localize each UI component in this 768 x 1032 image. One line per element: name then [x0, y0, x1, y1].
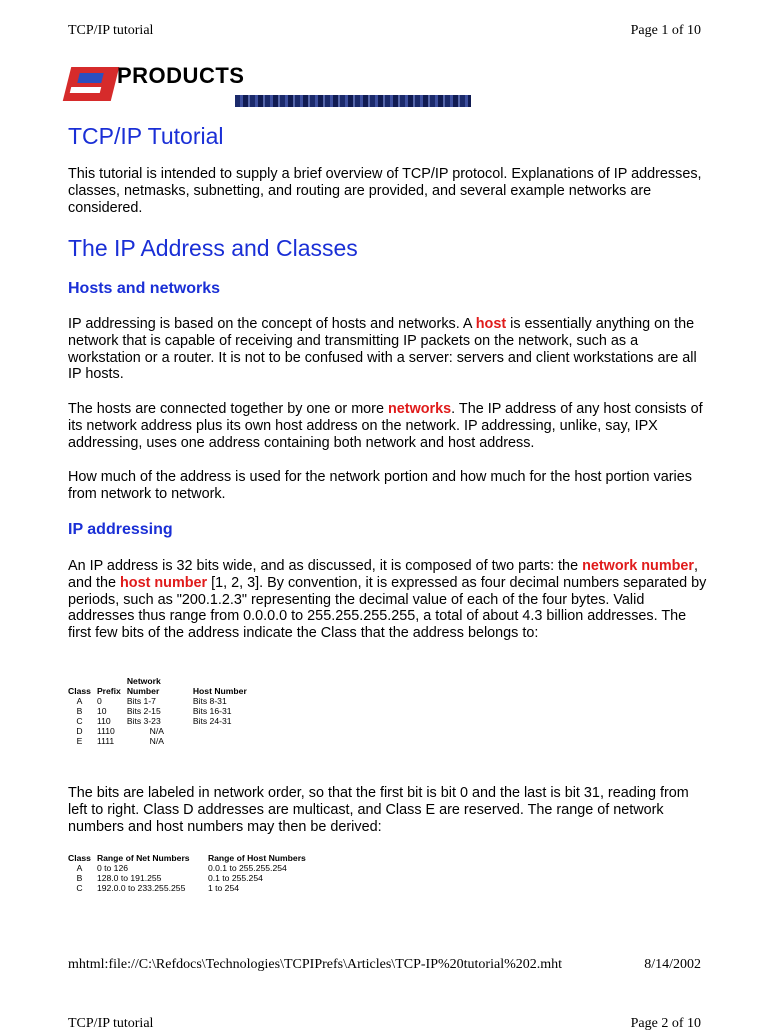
table-cell: Bits 24-31: [192, 716, 232, 726]
paragraph-text: is essentially anything on the network that is capable of receiving and transmitting IP packets on the network, such as a workstation or a router. It is not to be confused with a server: servers and client workstations are all IP hosts.: [68, 316, 697, 383]
page-header-number: Page 1 of 10: [630, 23, 701, 38]
table-cell: N/A: [149, 736, 164, 746]
paragraph-text: , and the: [68, 558, 699, 591]
paragraph-text: An IP address is 32 bits wide, and as discussed, it is composed of two parts: the: [68, 558, 583, 574]
table-cell: E: [76, 736, 83, 746]
table-row: [66, 863, 310, 873]
paragraph-text: [1, 2, 3]. By convention, it is expressed as four decimal numbers separated by periods, such as "200.1.2.3" representing the decimal value of each of the four bytes. Valid addresses thus range from 0.0.0.0 to 255.255.255.255, a total of about 4.3 billion addresses. The first few bits of the address indicate the Class that the address belongs to:: [68, 574, 707, 642]
table-header: Range of Net Numbers: [96, 853, 190, 863]
table-row: [66, 706, 257, 716]
table-row: [66, 883, 310, 893]
paragraph-text: IP addressing is based on the concept of hosts and networks. A: [68, 316, 476, 332]
table-cell: A: [76, 696, 83, 706]
intro-paragraph: This tutorial is intended to supply a brief overview of TCP/IP protocol. Explanations of IP addresses, classes, netmasks, subnetting, and routing are provided, and several example networks are considered.: [68, 166, 702, 216]
term-host-number: host number: [120, 574, 208, 591]
paragraph-text: The hosts are connected together by one or more: [68, 401, 388, 417]
table-row: [66, 696, 257, 706]
logo-text: PRODUCTS: [117, 63, 245, 88]
subsection-hosts-networks: Hosts and networks: [68, 280, 221, 297]
footer-date: 8/14/2002: [644, 957, 701, 972]
term-host: host: [475, 316, 507, 332]
logo-bar: [235, 95, 471, 107]
table-cell: Bits 3-23: [126, 716, 161, 726]
table-row: [66, 716, 257, 726]
table-cell: 1 to 254: [207, 883, 239, 893]
table-cell: 1110: [96, 726, 115, 736]
table-header: Network Number: [126, 676, 161, 696]
table-cell: C: [76, 883, 83, 893]
paragraph-portion: How much of the address is used for the network portion and how much for the host portion varies from network to network.: [68, 469, 692, 502]
logo-mark-icon: [63, 67, 119, 101]
table-cell: 128.0 to 191.255: [96, 873, 162, 883]
paragraph-ip-address: [68, 558, 708, 642]
table-cell: D: [76, 726, 83, 736]
table-row: [66, 873, 310, 883]
table-cell: Bits 1-7: [126, 696, 156, 706]
table-cell: 0.1 to 255.254: [207, 873, 263, 883]
term-networks: networks: [387, 401, 452, 417]
table-row: [66, 736, 257, 746]
next-page-header-title: TCP/IP tutorial: [68, 1016, 154, 1031]
table-cell: B: [76, 706, 83, 716]
table-cell: 10: [96, 706, 107, 716]
class-bits-table: [66, 676, 257, 746]
page-header-title: TCP/IP tutorial: [68, 23, 154, 38]
table-header: Prefix: [96, 686, 121, 696]
term-network-number: network number: [582, 558, 695, 574]
subsection-ip-addressing: IP addressing: [68, 521, 173, 538]
table-cell: 0.0.1 to 255.255.254: [207, 863, 287, 873]
table-row: [66, 726, 257, 736]
paragraph-bit-order: The bits are labeled in network order, so that the first bit is bit 0 and the last is bit 31, reading from left to right. Class D addresses are multicast, and Class E are reserved. The range of network numbers and host numbers may then be derived:: [68, 785, 689, 835]
paragraph-networks: [68, 401, 708, 451]
table-cell: B: [76, 873, 83, 883]
table-cell: 110: [96, 716, 111, 726]
table-cell: [191, 736, 257, 746]
class-range-table: [66, 853, 310, 893]
footer-path: mhtml:file://C:\Refdocs\Technologies\TCPIPrefs\Articles\TCP-IP%20tutorial%202.mht: [68, 957, 563, 972]
next-page-header-number: Page 2 of 10: [630, 1016, 701, 1031]
products-logo: [67, 63, 471, 109]
table-header: Class: [68, 686, 91, 696]
table-cell: Bits 8-31: [192, 696, 227, 706]
paragraph-hosts: [68, 316, 708, 383]
table-cell: 0 to 126: [96, 863, 128, 873]
table-header: Host Number: [192, 686, 247, 696]
table-cell: A: [76, 863, 83, 873]
table-cell: Bits 16-31: [192, 706, 232, 716]
table-cell: [191, 726, 257, 736]
paragraph-text: . The IP address of any host consists of its network address plus its own host address on the network. IP addressing, unlike, say, IPX addressing, uses one address containing both network and host address.: [68, 401, 703, 451]
table-cell: 0: [96, 696, 102, 706]
table-cell: C: [76, 716, 83, 726]
table-header: Class: [68, 853, 91, 863]
table-cell: 1111: [96, 736, 115, 746]
section-title-ip-classes: The IP Address and Classes: [68, 235, 358, 261]
table-cell: 192.0.0 to 233.255.255: [96, 883, 186, 893]
table-cell: Bits 2-15: [126, 706, 161, 716]
page-title: TCP/IP Tutorial: [68, 123, 224, 149]
table-cell: N/A: [149, 726, 164, 736]
table-header: Range of Host Numbers: [207, 853, 306, 863]
